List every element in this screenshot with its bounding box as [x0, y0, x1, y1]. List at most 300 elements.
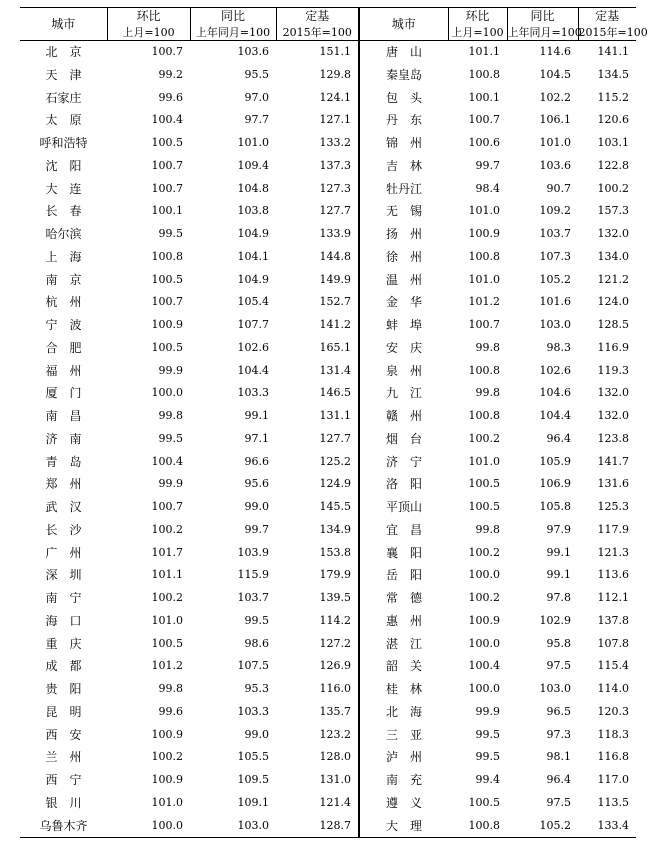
table-row	[20, 587, 636, 610]
cell-yoy-left: 103.0	[190, 815, 276, 838]
cell-base-left: 126.9	[319, 659, 351, 673]
cell-yoy-right: 97.5	[546, 795, 571, 809]
cell-base-right: 125.3	[597, 500, 629, 513]
cell-mom-left: 101.0	[151, 795, 183, 809]
cell-mom-left: 100.7	[151, 500, 183, 513]
cell-mom-left: 101.7	[151, 545, 183, 559]
table-row	[20, 701, 636, 724]
cell-city-left: 乌鲁木齐	[20, 815, 107, 838]
cell-base-right: 132.0	[597, 227, 629, 240]
cell-mom-right: 100.9	[468, 613, 500, 627]
cell-yoy-left: 104.9	[237, 272, 269, 286]
cell-yoy-right: 97.5	[546, 659, 571, 673]
cell-yoy-left: 95.6	[244, 477, 269, 491]
cell-base-right: 131.6	[597, 477, 629, 491]
cell-city-right: 惠 州	[359, 610, 448, 633]
cell-city-left: 哈尔滨	[45, 227, 82, 241]
cell-city-right: 桂 林	[359, 678, 448, 701]
cell-yoy-right: 102.6	[539, 363, 571, 377]
cell-city-right: 宜 昌	[359, 519, 448, 542]
cell-base-right: 115.4	[597, 659, 629, 673]
cell-yoy-left: 103.9	[237, 545, 269, 559]
table-row	[20, 815, 636, 838]
cell-mom-left: 100.9	[151, 318, 183, 331]
cell-yoy-left: 99.0	[244, 500, 269, 513]
cell-yoy-right: 103.0	[539, 682, 571, 695]
cell-mom-left: 100.5	[151, 272, 183, 286]
cell-yoy-right: 101.0	[539, 136, 571, 149]
cell-mom-left: 100.7	[151, 45, 183, 58]
cell-city-right: 秦皇岛	[359, 64, 448, 87]
table-row	[20, 64, 636, 87]
cell-city-left: 天 津	[45, 67, 82, 82]
cell-base-right: 113.5	[597, 795, 629, 809]
cell-mom-left: 100.2	[151, 591, 183, 604]
cell-base-right: 121.2	[597, 272, 629, 286]
cell-city-right: 赣 州	[359, 405, 448, 428]
cell-city-right: 常 德	[359, 587, 448, 610]
cell-base-left: 131.1	[319, 409, 351, 422]
table-row	[20, 428, 636, 451]
header-base-right: 定基	[578, 8, 636, 26]
cell-mom-right: 98.4	[475, 181, 500, 195]
cell-mom-left: 100.7	[151, 181, 183, 195]
cell-mom-right: 101.1	[468, 45, 500, 58]
table-row	[20, 724, 636, 747]
cell-yoy-left: 103.8	[237, 204, 269, 218]
cell-base-left: 127.2	[319, 636, 351, 650]
cell-mom-right: 100.0	[468, 682, 500, 695]
cell-base-right: 141.7	[597, 454, 629, 468]
cell-mom-left: 100.7	[151, 295, 183, 309]
cell-base-right: 114.0	[597, 682, 629, 695]
cell-city-left: 南 宁	[45, 591, 82, 605]
cell-city-right: 北 海	[359, 701, 448, 724]
cell-yoy-right: 105.8	[539, 500, 571, 513]
cell-city-left: 银 川	[45, 795, 82, 810]
cell-city-left: 宁 波	[45, 318, 82, 332]
table-row	[20, 610, 636, 633]
table-row	[20, 564, 636, 587]
cell-city-left: 海 口	[45, 613, 82, 628]
cell-base-left: 134.9	[319, 522, 351, 536]
cell-mom-left: 100.5	[151, 136, 183, 149]
table-row	[20, 132, 636, 155]
cell-mom-left: 101.2	[151, 659, 183, 673]
cell-base-right: 132.0	[597, 409, 629, 422]
cell-mom-left: 99.5	[158, 431, 183, 445]
cell-mom-left: 99.2	[158, 67, 183, 81]
cell-base-left: 141.2	[319, 318, 351, 331]
table-row	[20, 178, 636, 201]
table-row	[20, 519, 636, 542]
cell-yoy-right: 104.5	[539, 67, 571, 81]
cell-yoy-left: 99.5	[244, 613, 269, 627]
table-row	[20, 792, 636, 815]
table-row	[20, 246, 636, 269]
cell-mom-right: 100.5	[468, 477, 500, 491]
cell-base-right: 119.3	[597, 363, 629, 377]
cell-base-left: 127.1	[319, 113, 351, 127]
cell-yoy-right: 95.8	[546, 636, 571, 650]
cell-yoy-left: 107.5	[237, 659, 269, 673]
table-row	[20, 769, 636, 792]
header-base-sub-left: 2015年=100	[276, 25, 359, 41]
cell-city-left: 长 沙	[45, 522, 82, 537]
price-index-table-container	[20, 7, 648, 838]
cell-mom-right: 99.4	[475, 773, 500, 786]
cell-base-left: 129.8	[319, 67, 351, 81]
cell-city-right: 泸 州	[359, 746, 448, 769]
cell-mom-right: 100.8	[468, 249, 500, 263]
cell-base-right: 100.2	[597, 181, 629, 195]
cell-mom-left: 99.5	[158, 227, 183, 240]
table-row	[20, 314, 636, 337]
cell-city-right: 蚌 埠	[359, 314, 448, 337]
cell-base-right: 134.5	[597, 67, 629, 81]
cell-city-right: 南 充	[359, 769, 448, 792]
cell-city-left: 沈 阳	[45, 158, 82, 173]
cell-base-right: 157.3	[597, 204, 629, 218]
cell-base-left: 151.1	[319, 45, 351, 58]
cell-base-right: 128.5	[597, 318, 629, 331]
cell-mom-left: 100.4	[151, 113, 183, 127]
cell-mom-left: 100.0	[151, 386, 183, 400]
cell-mom-right: 100.2	[468, 591, 500, 604]
cell-base-right: 132.0	[597, 386, 629, 400]
cell-yoy-right: 98.3	[546, 340, 571, 354]
cell-city-right: 襄 阳	[359, 542, 448, 565]
cell-city-left: 贵 阳	[45, 682, 82, 696]
cell-base-right: 115.2	[597, 90, 629, 104]
cell-city-left: 郑 州	[45, 477, 82, 492]
cell-base-left: 133.9	[319, 227, 351, 240]
cell-base-right: 141.1	[597, 45, 629, 58]
cell-city-left: 厦 门	[45, 386, 82, 401]
cell-yoy-right: 105.2	[507, 815, 578, 838]
cell-yoy-left: 104.9	[237, 227, 269, 240]
cell-city-left: 成 都	[45, 659, 82, 674]
cell-mom-right: 100.9	[468, 227, 500, 240]
cell-mom-right: 99.9	[475, 704, 500, 718]
cell-city-left: 南 昌	[45, 409, 82, 423]
cell-city-left: 广 州	[45, 545, 82, 560]
cell-base-right: 120.3	[597, 704, 629, 718]
cell-city-right: 湛 江	[359, 633, 448, 656]
table-row	[20, 633, 636, 656]
table-row	[20, 109, 636, 132]
cell-base-right: 122.8	[597, 158, 629, 172]
cell-yoy-left: 97.1	[244, 431, 269, 445]
cell-city-right: 遵 义	[359, 792, 448, 815]
table-row	[20, 200, 636, 223]
cell-city-right: 九 江	[359, 382, 448, 405]
cell-yoy-right: 106.1	[539, 113, 571, 127]
cell-yoy-left: 105.4	[237, 295, 269, 309]
cell-mom-left: 101.1	[151, 568, 183, 582]
cell-base-left: 137.3	[319, 158, 351, 172]
cell-mom-left: 99.6	[158, 90, 183, 104]
cell-city-left: 西 宁	[45, 773, 82, 787]
cell-yoy-right: 109.2	[539, 204, 571, 218]
cell-city-right: 安 庆	[359, 337, 448, 360]
cell-yoy-right: 106.9	[539, 477, 571, 491]
cell-base-right: 116.9	[597, 340, 629, 354]
cell-mom-left: 100.5	[151, 636, 183, 650]
cell-yoy-left: 96.6	[244, 454, 269, 468]
cell-yoy-right: 101.6	[539, 295, 571, 309]
cell-city-right: 唐 山	[359, 41, 448, 64]
cell-mom-right: 100.0	[468, 636, 500, 650]
cell-yoy-left: 103.7	[237, 591, 269, 604]
table-row	[20, 746, 636, 769]
cell-yoy-right: 103.6	[539, 158, 571, 172]
cell-base-left: 124.9	[319, 477, 351, 491]
table-row	[20, 678, 636, 701]
cell-city-right: 吉 林	[359, 155, 448, 178]
cell-yoy-right: 105.9	[539, 454, 571, 468]
price-index-table	[20, 7, 648, 838]
cell-base-right: 107.8	[597, 636, 629, 650]
cell-yoy-right: 103.7	[539, 227, 571, 240]
cell-mom-right: 100.0	[468, 568, 500, 582]
cell-city-right: 大 理	[359, 815, 448, 838]
cell-city-right: 洛 阳	[359, 473, 448, 496]
table-row	[20, 41, 636, 64]
cell-mom-right: 100.8	[468, 409, 500, 422]
cell-yoy-right: 90.7	[546, 181, 571, 195]
cell-city-left: 南 京	[45, 272, 82, 287]
cell-base-left: 139.5	[319, 591, 351, 604]
cell-base-left: 149.9	[319, 272, 351, 286]
table-header	[20, 8, 648, 41]
cell-yoy-right: 104.6	[539, 386, 571, 400]
cell-base-right: 117.9	[597, 522, 629, 536]
cell-base-left: 152.7	[319, 295, 351, 309]
cell-base-right: 117.0	[597, 773, 629, 786]
cell-yoy-left: 97.0	[244, 90, 269, 104]
table-row	[20, 291, 636, 314]
cell-mom-right: 100.5	[468, 500, 500, 513]
cell-yoy-left: 99.7	[244, 522, 269, 536]
cell-city-left: 青 岛	[45, 454, 82, 469]
cell-yoy-right: 103.0	[539, 318, 571, 331]
cell-city-left: 武 汉	[45, 500, 82, 514]
table-row	[20, 337, 636, 360]
cell-city-right: 牡丹江	[359, 178, 448, 201]
header-mom-sub-left: 上月=100	[107, 25, 190, 41]
cell-mom-left: 100.7	[151, 158, 183, 172]
header-mom-sub-right: 上月=100	[448, 25, 507, 41]
cell-yoy-left: 104.1	[237, 249, 269, 263]
table-row	[20, 382, 636, 405]
cell-city-left: 杭 州	[45, 295, 82, 310]
cell-mom-left: 100.8	[151, 249, 183, 263]
cell-city-left: 大 连	[45, 181, 82, 196]
cell-mom-right: 99.5	[475, 750, 500, 764]
cell-mom-right: 99.8	[475, 340, 500, 354]
cell-base-right: 123.8	[597, 431, 629, 445]
cell-city-left: 西 安	[45, 727, 82, 742]
cell-city-right: 扬 州	[359, 223, 448, 246]
header-yoy-sub-right: 上年同月=100	[507, 26, 582, 39]
table-row	[20, 269, 636, 292]
cell-mom-right: 99.7	[475, 158, 500, 172]
table-row	[20, 496, 636, 519]
cell-yoy-left: 103.3	[237, 386, 269, 400]
cell-base-left: 153.8	[319, 545, 351, 559]
cell-yoy-right: 97.3	[546, 727, 571, 741]
cell-mom-left: 99.8	[158, 682, 183, 695]
cell-yoy-right: 107.3	[539, 249, 571, 263]
cell-city-right: 温 州	[359, 269, 448, 292]
cell-base-right: 134.0	[597, 249, 629, 263]
cell-yoy-left: 115.9	[237, 568, 269, 582]
cell-city-left: 长 春	[45, 204, 82, 219]
table-body	[20, 41, 636, 838]
cell-mom-right: 100.5	[468, 795, 500, 809]
cell-mom-right: 99.8	[475, 522, 500, 536]
cell-city-left: 兰 州	[45, 750, 82, 765]
cell-city-right: 金 华	[359, 291, 448, 314]
cell-mom-left: 100.9	[151, 727, 183, 741]
cell-mom-left: 100.0	[107, 815, 190, 838]
cell-base-right: 113.6	[597, 568, 629, 582]
cell-base-left: 124.1	[319, 90, 351, 104]
cell-base-right: 133.4	[578, 815, 636, 838]
table-row	[20, 542, 636, 565]
cell-base-right: 124.0	[597, 295, 629, 309]
cell-base-left: 127.7	[319, 431, 351, 445]
cell-city-right: 丹 东	[359, 109, 448, 132]
cell-yoy-left: 95.5	[244, 67, 269, 81]
cell-city-right: 泉 州	[359, 360, 448, 383]
cell-base-right: 137.8	[597, 613, 629, 627]
cell-base-left: 146.5	[319, 386, 351, 400]
cell-base-left: 127.3	[319, 181, 351, 195]
cell-base-right: 120.6	[597, 113, 629, 127]
cell-city-left: 济 南	[45, 431, 82, 446]
cell-mom-right: 101.0	[468, 204, 500, 218]
cell-base-left: 145.5	[319, 500, 351, 513]
cell-base-right: 121.3	[597, 545, 629, 559]
cell-yoy-left: 99.1	[244, 409, 269, 422]
cell-mom-right: 100.8	[468, 363, 500, 377]
cell-base-left: 123.2	[319, 727, 351, 741]
cell-yoy-left: 97.7	[244, 113, 269, 127]
cell-mom-right: 100.2	[468, 545, 500, 559]
cell-mom-left: 99.8	[158, 409, 183, 422]
table-row	[20, 473, 636, 496]
cell-yoy-right: 114.6	[539, 45, 571, 58]
table-row	[20, 223, 636, 246]
header-base-left: 定基	[276, 8, 359, 26]
table-row	[20, 655, 636, 678]
cell-base-left: 133.2	[319, 136, 351, 149]
cell-city-right: 锦 州	[359, 132, 448, 155]
cell-city-left: 重 庆	[45, 636, 82, 651]
cell-city-right: 韶 关	[359, 655, 448, 678]
cell-city-right: 包 头	[359, 87, 448, 110]
cell-city-right: 三 亚	[359, 724, 448, 747]
cell-base-left: 131.4	[319, 363, 351, 377]
cell-yoy-left: 104.8	[237, 181, 269, 195]
cell-base-right: 116.8	[597, 750, 629, 764]
header-city-left: 城市	[20, 8, 107, 41]
table-row	[20, 405, 636, 428]
cell-base-left: 127.7	[319, 204, 351, 218]
cell-yoy-right: 98.1	[546, 750, 571, 764]
cell-city-left: 福 州	[45, 363, 82, 378]
cell-yoy-right: 96.5	[546, 704, 571, 718]
cell-mom-right: 100.8	[448, 815, 507, 838]
cell-mom-left: 100.9	[151, 773, 183, 786]
cell-yoy-left: 105.5	[237, 750, 269, 764]
cell-city-left: 上 海	[45, 249, 82, 264]
cell-yoy-right: 97.9	[546, 522, 571, 536]
header-mom-left: 环比	[107, 8, 190, 26]
cell-base-left: 125.2	[319, 454, 351, 468]
header-mom-right: 环比	[448, 8, 507, 26]
cell-city-left: 深 圳	[45, 568, 82, 583]
cell-mom-left: 99.6	[158, 704, 183, 718]
cell-yoy-left: 99.0	[244, 727, 269, 741]
cell-base-left: 179.9	[319, 568, 351, 582]
table-row	[20, 360, 636, 383]
cell-yoy-left: 101.0	[237, 136, 269, 149]
cell-base-left: 114.2	[319, 613, 351, 627]
cell-city-right: 平顶山	[359, 496, 448, 519]
cell-yoy-right: 102.9	[539, 613, 571, 627]
cell-base-right: 103.1	[597, 136, 629, 149]
cell-mom-right: 100.1	[468, 90, 500, 104]
cell-city-left: 合 肥	[45, 340, 82, 355]
cell-mom-right: 99.8	[475, 386, 500, 400]
cell-city-left: 昆 明	[45, 704, 82, 719]
cell-yoy-left: 104.4	[237, 363, 269, 377]
cell-base-left: 121.4	[319, 795, 351, 809]
header-yoy-sub-left: 上年同月=100	[190, 25, 276, 41]
cell-base-left: 131.0	[319, 773, 351, 786]
cell-yoy-left: 102.6	[237, 340, 269, 354]
cell-city-left: 北 京	[45, 45, 82, 59]
cell-yoy-right: 96.4	[546, 431, 571, 445]
cell-yoy-right: 105.2	[539, 272, 571, 286]
cell-base-left: 116.0	[319, 682, 351, 695]
cell-yoy-right: 99.1	[546, 568, 571, 582]
cell-yoy-left: 103.3	[237, 704, 269, 718]
cell-yoy-right: 97.8	[546, 591, 571, 604]
header-yoy-right: 同比	[507, 8, 578, 26]
cell-yoy-left: 109.4	[237, 158, 269, 172]
cell-city-left: 石家庄	[45, 90, 82, 105]
cell-mom-right: 100.8	[468, 67, 500, 81]
cell-base-left: 128.0	[319, 750, 351, 764]
cell-mom-right: 100.6	[468, 136, 500, 149]
cell-city-right: 烟 台	[359, 428, 448, 451]
cell-yoy-right: 99.1	[546, 545, 571, 559]
cell-yoy-right: 104.4	[539, 409, 571, 422]
cell-base-right: 112.1	[597, 591, 629, 604]
cell-yoy-right: 102.2	[539, 90, 571, 104]
cell-base-left: 165.1	[319, 340, 351, 354]
cell-mom-left: 100.2	[151, 522, 183, 536]
cell-city-right: 徐 州	[359, 246, 448, 269]
cell-mom-right: 100.7	[468, 113, 500, 127]
table-row	[20, 87, 636, 110]
cell-yoy-left: 109.1	[237, 795, 269, 809]
cell-city-right: 济 宁	[359, 451, 448, 474]
